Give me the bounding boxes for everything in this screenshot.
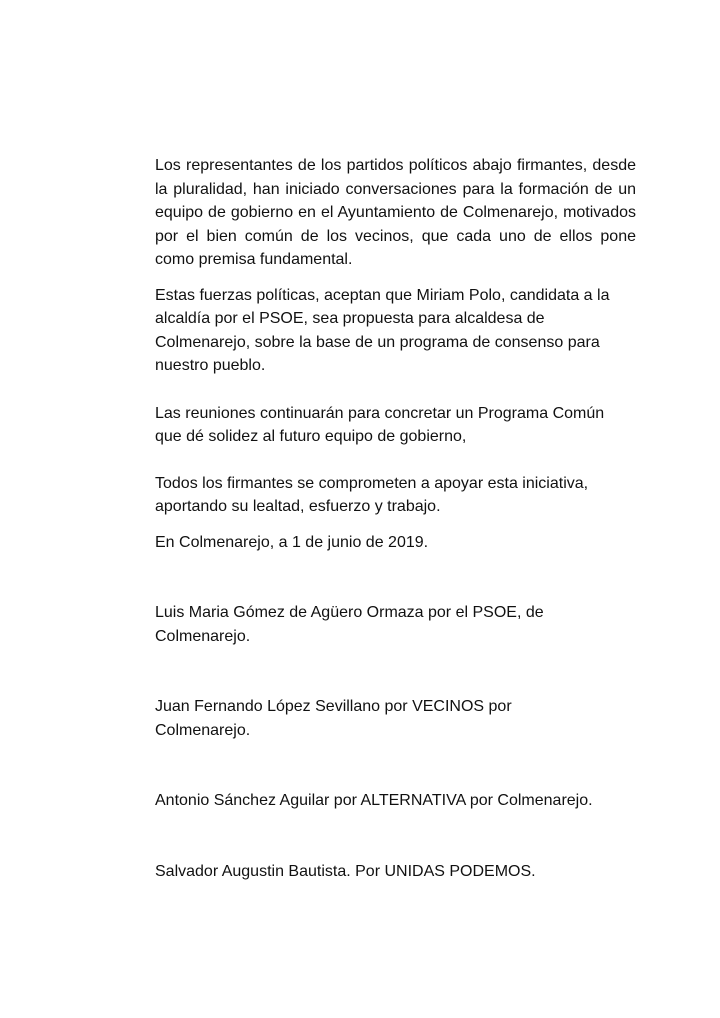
place-and-date: En Colmenarejo, a 1 de junio de 2019. [155,533,429,551]
document-body [155,154,636,883]
paragraph-commitment: Todos los firmantes se comprometen a apoyar esta iniciativa, aportando su lealtad, esfuerzo y trabajo. [155,474,589,515]
signatory-psoe: Luis Maria Gómez de Agüero Ormaza por el PSOE, de Colmenarejo. [155,604,544,645]
signatory-alternativa: Antonio Sánchez Aguilar por ALTERNATIVA por Colmenarejo. [155,792,593,809]
paragraph-meetings: Las reuniones continuarán para concretar un Programa Común que dé solidez al futuro equipo de gobierno, [155,404,605,445]
signatory-unidas-podemos: Salvador Augustin Bautista. Por UNIDAS PODEMOS. [155,862,536,880]
paragraph-candidate: Estas fuerzas políticas, aceptan que Miriam Polo, candidata a la alcaldía por el PSOE, sea propuesta para alcaldesa de Colmenarejo, sobre la base de un programa de consenso para nuestro pueblo. [155,286,610,374]
signatory-vecinos: Juan Fernando López Sevillano por VECINOS por Colmenarejo. [155,698,512,739]
paragraph-intro: Los representantes de los partidos políticos abajo firmantes, desde la pluralidad, han iniciado conversaciones para la formación de un equipo de gobierno en el Ayuntamiento de Colmenarejo, motivados por el bien común de los vecinos, que cada uno de ellos pone como premisa fundamental. [155,157,636,268]
